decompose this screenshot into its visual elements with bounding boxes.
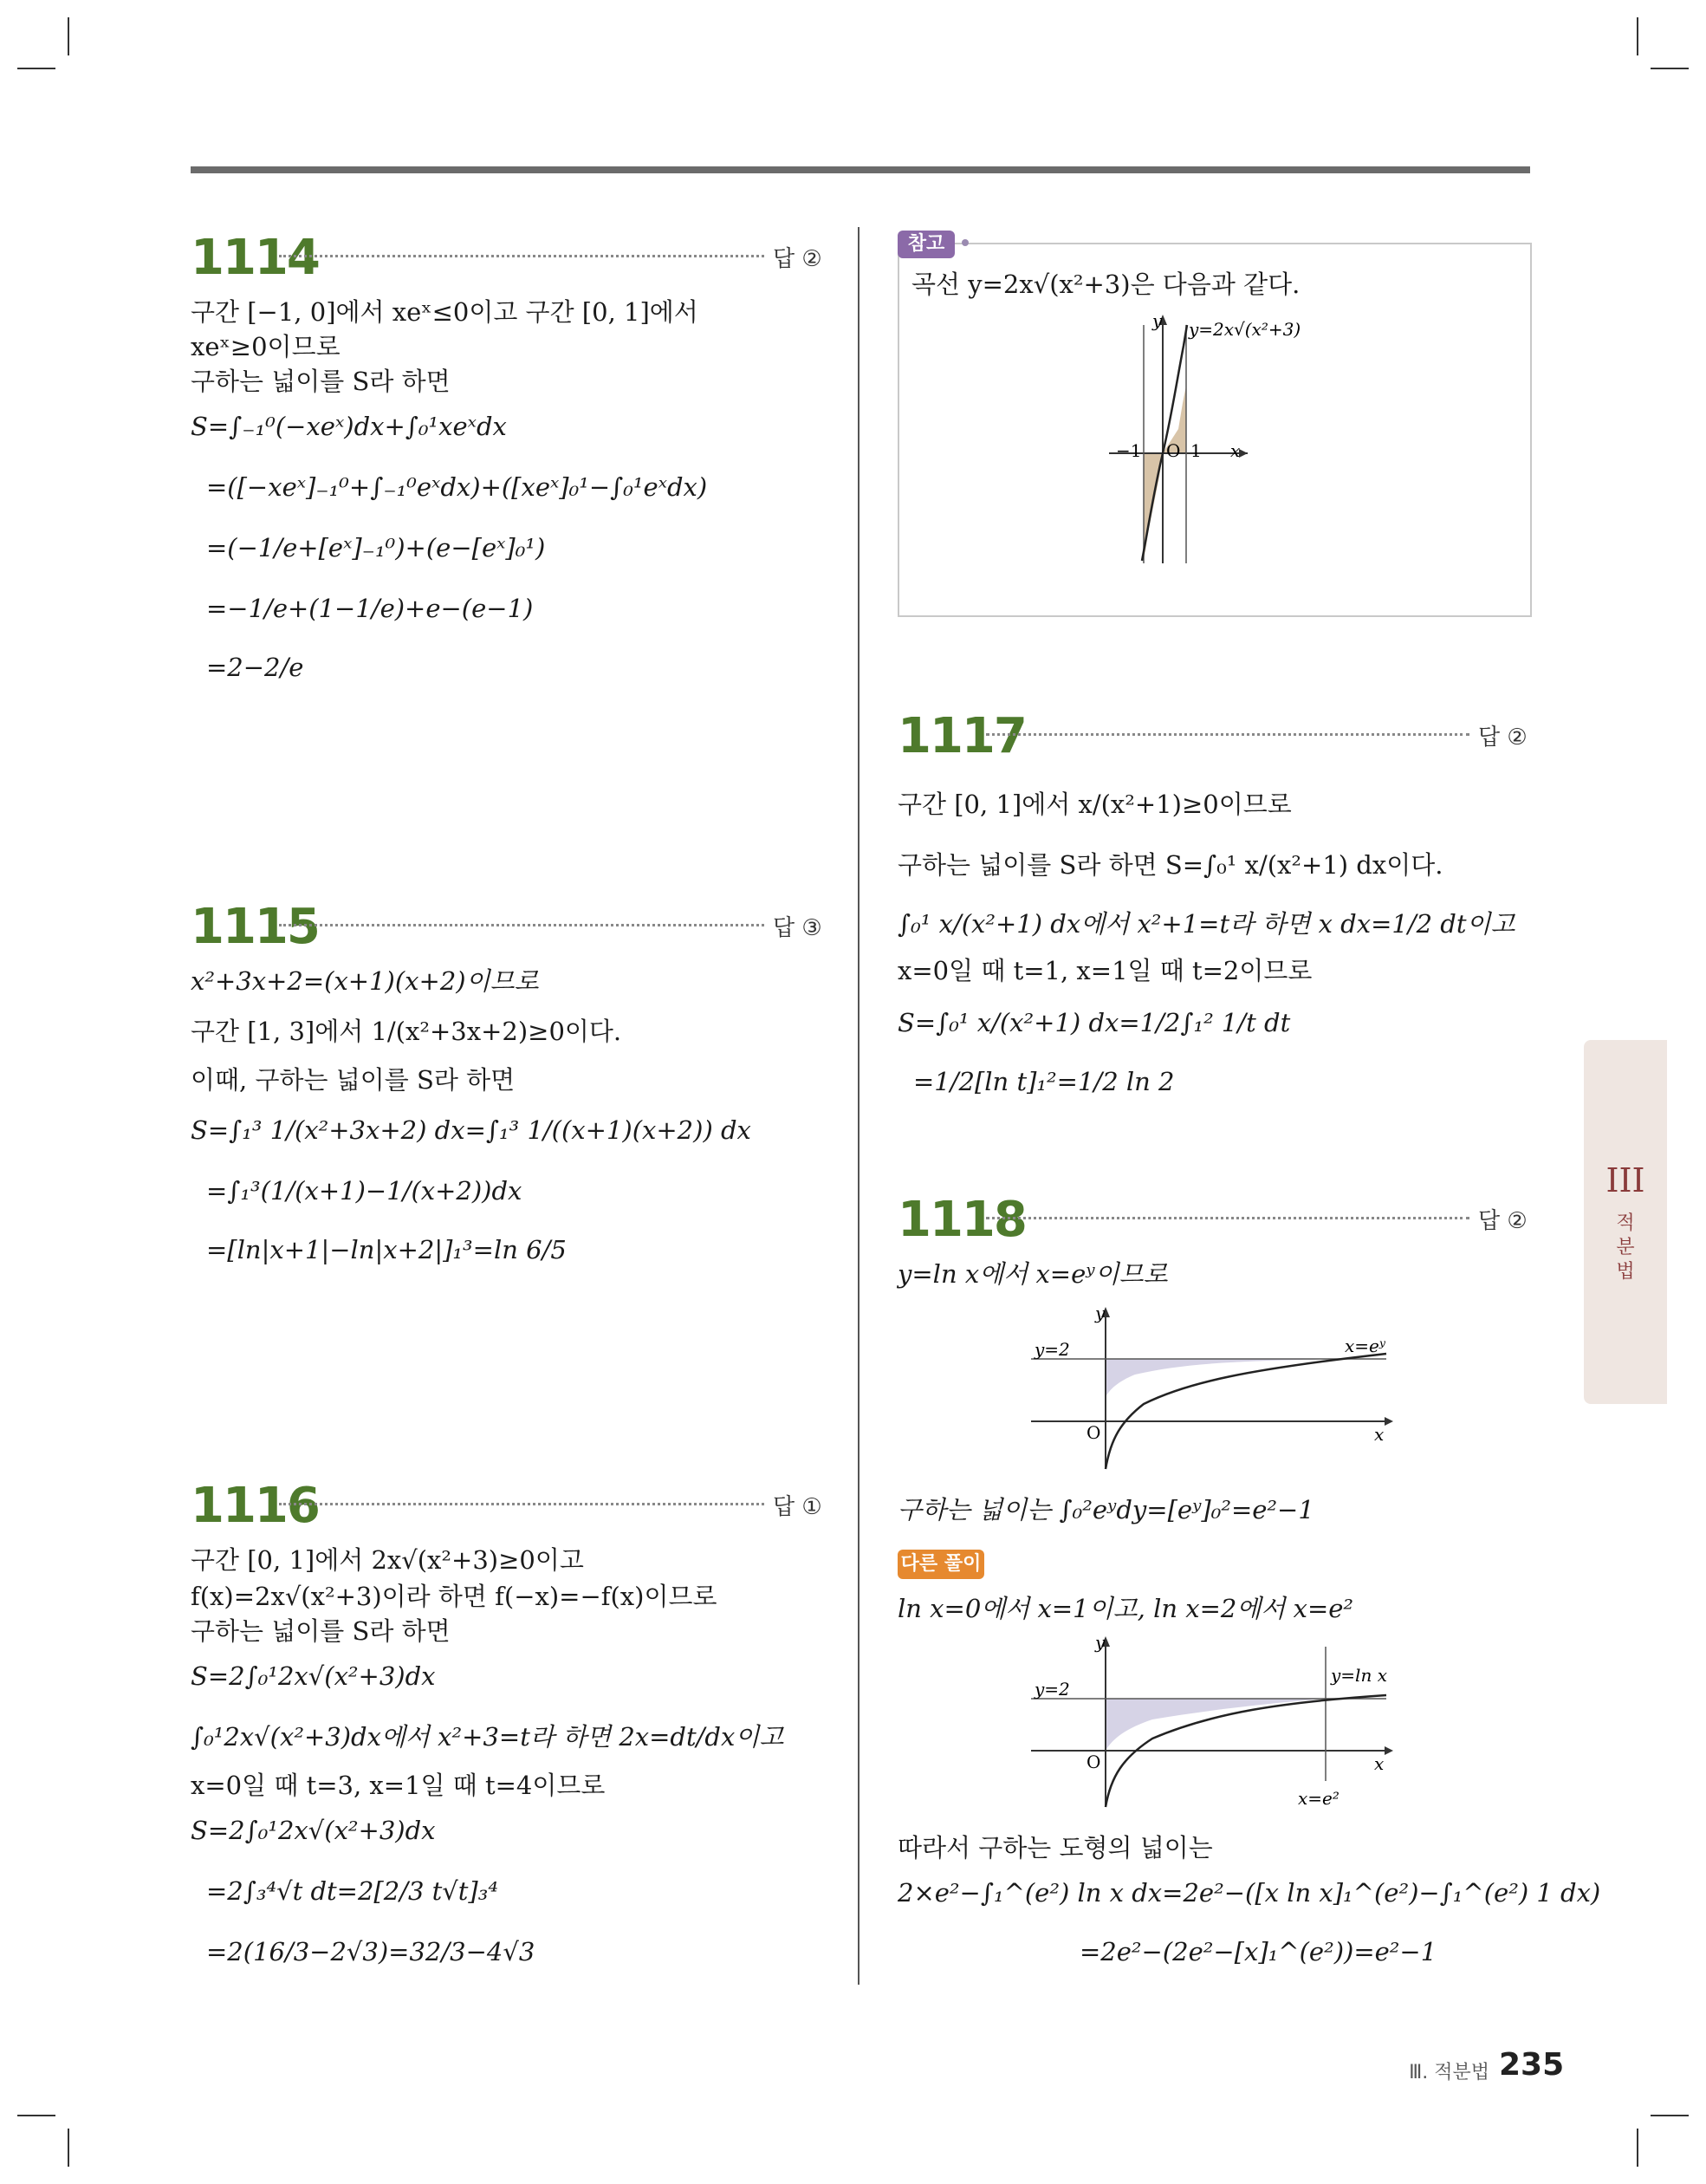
curve-label: x=eʸ <box>1345 1336 1385 1356</box>
solution-line: 구간 [−1, 0]에서 xeˣ≤0이고 구간 [0, 1]에서 <box>191 297 698 327</box>
origin-label: O <box>1087 1422 1101 1443</box>
equation-line: S=∫₁³ 1/(x²+3x+2) dx=∫₁³ 1/((x+1)(x+2)) dx <box>191 1115 751 1145</box>
equation-line: 구하는 넓이는 ∫₀²eʸdy=[eʸ]₀²=e²−1 <box>898 1495 1314 1524</box>
solution-line: 구간 [0, 1]에서 x/(x²+1)≥0이므로 <box>898 790 1292 819</box>
solution-line: x=0일 때 t=1, x=1일 때 t=2이므로 <box>898 956 1313 985</box>
solution-line: 구하는 넓이를 S라 하면 <box>191 1616 451 1646</box>
page-number: 235 <box>1499 2047 1565 2083</box>
equation-line: ln x=0에서 x=1이고, ln x=2에서 x=e² <box>898 1594 1354 1623</box>
solution-line: 이때, 구하는 넓이를 S라 하면 <box>191 1065 516 1095</box>
equation-line: =(−1/e+[eˣ]₋₁⁰)+(e−[eˣ]₀¹) <box>206 533 546 562</box>
chapter-label <box>1584 1212 1667 1284</box>
axis-y-label: y <box>1095 1632 1106 1653</box>
answer-label: 답 ② <box>1478 1208 1528 1234</box>
equation-line: S=2∫₀¹2x√(x²+3)dx <box>191 1816 436 1845</box>
line-label: y=2 <box>1035 1679 1070 1700</box>
crop-mark <box>68 17 69 55</box>
dotted-leader <box>986 733 1469 736</box>
equation-line: =−1/e+(1−1/e)+e−(e−1) <box>206 594 534 623</box>
solution-line: 구간 [0, 1]에서 2x√(x²+3)≥0이고 <box>191 1545 584 1575</box>
note-text: 곡선 y=2x√(x²+3)은 다음과 같다. <box>911 270 1301 299</box>
equation-line: =[ln|x+1|−ln|x+2|]₁³=ln 6/5 <box>206 1235 567 1264</box>
top-rule <box>191 166 1530 173</box>
axis-x-label: x <box>1230 440 1241 461</box>
equation-line: =2∫₃⁴√t dt=2[2/3 t√t]₃⁴ <box>206 1876 498 1906</box>
crop-mark <box>1637 2129 1638 2167</box>
equation-line: S=∫₋₁⁰(−xeˣ)dx+∫₀¹xeˣdx <box>191 412 507 441</box>
line-label: y=2 <box>1035 1339 1070 1360</box>
chapter-label-char: 적 <box>1616 1212 1635 1234</box>
footer-section: Ⅲ. 적분법 <box>1409 2062 1489 2083</box>
graph-odd-function <box>1100 308 1352 568</box>
equation-line: x²+3x+2=(x+1)(x+2)이므로 <box>191 966 539 996</box>
equation-line: =1/2[ln t]₁²=1/2 ln 2 <box>913 1067 1175 1096</box>
dotted-leader <box>986 1217 1469 1219</box>
crop-mark <box>1651 2115 1689 2116</box>
equation-line: S=∫₀¹ x/(x²+1) dx=1/2∫₁² 1/t dt <box>898 1008 1291 1037</box>
graph-ln-shaded-x <box>1022 1629 1404 1820</box>
problem-number: 1118 <box>898 1192 1026 1248</box>
tick-label: 1 <box>1190 440 1202 461</box>
dotted-leader <box>279 924 764 926</box>
solution-line: 따라서 구하는 도형의 넓이는 <box>898 1833 1213 1862</box>
solution-line: 구하는 넓이를 S라 하면 S=∫₀¹ x/(x²+1) dx이다. <box>898 850 1443 880</box>
crop-mark <box>1637 17 1638 55</box>
note-tag: 참고 <box>898 231 955 258</box>
curve-label: y=2x√(x²+3) <box>1189 319 1301 340</box>
crop-mark <box>17 2115 55 2116</box>
equation-line: =2(16/3−2√3)=32/3−4√3 <box>206 1937 535 1966</box>
note-dot <box>962 239 969 246</box>
axis-y-label: y <box>1152 310 1163 331</box>
answer-label: 답 ② <box>773 246 822 272</box>
chapter-numeral: III <box>1605 1161 1645 1199</box>
vline-label: x=e² <box>1298 1788 1340 1809</box>
dotted-leader <box>279 255 764 257</box>
solution-line: xeˣ≥0이므로 <box>191 332 341 361</box>
axis-x-label: x <box>1374 1753 1385 1774</box>
equation-line: ∫₀¹ x/(x²+1) dx에서 x²+1=t라 하면 x dx=1/2 dt이고 <box>898 909 1515 939</box>
equation-line: =∫₁³(1/(x+1)−1/(x+2))dx <box>206 1176 522 1206</box>
crop-mark <box>17 68 55 69</box>
chapter-label-char: 법 <box>1616 1261 1635 1283</box>
equation-line: 2×e²−∫₁^(e²) ln x dx=2e²−([x ln x]₁^(e²)−∫₁^(e²) 1 dx) <box>898 1878 1601 1908</box>
origin-label: O <box>1166 440 1181 461</box>
crop-mark <box>68 2129 69 2167</box>
equation-line: ∫₀¹2x√(x²+3)dx에서 x²+3=t라 하면 2x=dt/dx이고 <box>191 1722 784 1752</box>
axis-x-label: x <box>1374 1424 1385 1445</box>
axis-y-label: y <box>1095 1303 1106 1323</box>
dotted-leader <box>279 1503 764 1505</box>
answer-label: 답 ③ <box>773 915 822 941</box>
problem-number: 1115 <box>191 899 319 955</box>
equation-line: y=ln x에서 x=eʸ이므로 <box>898 1259 1168 1289</box>
problem-number: 1114 <box>191 230 319 286</box>
equation-line: =([−xeˣ]₋₁⁰+∫₋₁⁰eˣdx)+([xeˣ]₀¹−∫₀¹eˣdx) <box>206 472 708 502</box>
solution-line: f(x)=2x√(x²+3)이라 하면 f(−x)=−f(x)이므로 <box>191 1582 717 1611</box>
solution-line: 구간 [1, 3]에서 1/(x²+3x+2)≥0이다. <box>191 1017 622 1046</box>
graph-ln-shaded-y <box>1022 1300 1404 1473</box>
equation-line: =2e²−(2e²−[x]₁^(e²))=e²−1 <box>1080 1937 1437 1966</box>
solution-line: 구하는 넓이를 S라 하면 <box>191 367 451 396</box>
origin-label: O <box>1087 1752 1101 1772</box>
chapter-label-char: 분 <box>1616 1237 1635 1258</box>
tick-label: −1 <box>1116 440 1142 461</box>
problem-number: 1116 <box>191 1478 319 1534</box>
crop-mark <box>1651 68 1689 69</box>
column-divider <box>858 227 859 1985</box>
answer-label: 답 ② <box>1478 725 1528 751</box>
problem-number: 1117 <box>898 708 1026 764</box>
equation-line: S=2∫₀¹2x√(x²+3)dx <box>191 1661 436 1691</box>
solution-line: x=0일 때 t=3, x=1일 때 t=4이므로 <box>191 1771 606 1800</box>
equation-line: =2−2/e <box>206 653 304 682</box>
answer-label: 답 ① <box>773 1494 822 1520</box>
alt-solution-tag: 다른 풀이 <box>898 1550 984 1579</box>
curve-label: y=ln x <box>1331 1665 1387 1686</box>
